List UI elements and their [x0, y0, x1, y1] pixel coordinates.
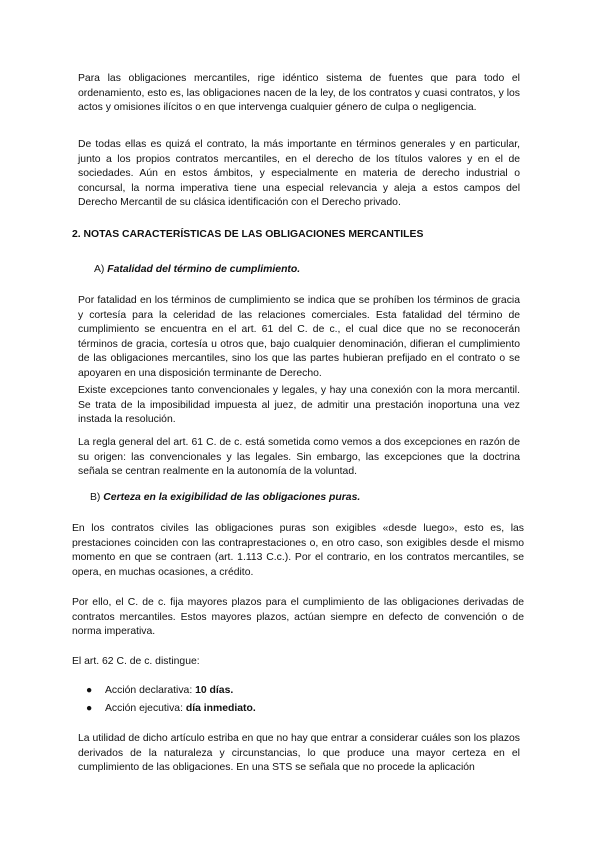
paragraph-regla-general: La regla general del art. 61 C. de c. está sometida como vemos a dos excepciones en razón de su origen: las convencionales y las legales. Sin embargo, las excepciones que la doctrina señala se centran realmente en la autonomía de la voluntad.	[78, 437, 520, 478]
list-item	[86, 682, 256, 700]
bullet-value: día inmediato.	[185, 702, 256, 714]
subsection-a-title: Fatalidad del término de cumplimiento.	[107, 264, 301, 275]
bullet-icon: ●	[86, 702, 93, 714]
subsection-a-label: A)	[94, 264, 105, 275]
paragraph-contratos-civiles: En los contratos civiles las obligaciones puras son exigibles «desde luego», esto es, las prestaciones coinciden con las contraprestaciones o, en otro caso, son exigibles desde el mismo momento en que se contraen (art. 1.113 C.c.). Por el contrario, en los contratos mercantiles, se opera, en muchas ocasiones, a crédito.	[72, 523, 524, 578]
paragraph-fatalidad: Por fatalidad en los términos de cumplimiento se indica que se prohíben los términos de gracia y cortesía para la celeridad de las relaciones comerciales. Esta fatalidad del término de cumplimiento se encuentra en el art. 61 del C. de c., el cual dice que no se reconocerán términos de gracia, cortesía u otros que, bajo cualquier denominación, difieran el cumplimiento de las obligaciones mercantiles, sino los que las partes hubieran prefijado en el contrato o se apoyaren en una disposición terminante de Derecho.	[78, 295, 520, 379]
bullet-label: Acción ejecutiva:	[105, 702, 183, 714]
bullet-label: Acción declarativa:	[105, 685, 193, 696]
subsection-b-heading	[90, 492, 360, 503]
bullet-icon: ●	[86, 685, 93, 696]
paragraph-art-62: El art. 62 C. de c. distingue:	[72, 656, 200, 667]
paragraph-contract: De todas ellas es quizá el contrato, la más importante en términos generales y en particular, junto a los propios contratos mercantiles, en el derecho de los títulos valores y en el de sociedades. Aún en estos ámbitos, y especialmente en materia de derecho industrial o concursal, la norma imperativa tiene una especial relevancia y aleja a estos campos del Derecho Mercantil de su clásica identificación con el Derecho privado.	[78, 139, 520, 209]
subsection-b-title: Certeza en la exigibilidad de las obligaciones puras.	[103, 492, 361, 503]
list-item	[86, 700, 256, 718]
paragraph-mayores-plazos: Por ello, el C. de c. fija mayores plazos para el cumplimiento de las obligaciones derivadas de contratos mercantiles. Estos mayores plazos, actúan siempre en defecto de convención o de norma imperativa.	[72, 597, 524, 638]
paragraph-sources: Para las obligaciones mercantiles, rige idéntico sistema de fuentes que para todo el ordenamiento, esto es, las obligaciones nacen de la ley, de los contratos y cuasi contratos, y los actos y omisiones ilícitos o en que intervenga cualquier género de culpa o negligencia.	[78, 73, 520, 114]
paragraph-excepciones: Existe excepciones tanto convencionales y legales, y hay una conexión con la mora mercantil. Se trata de la imposibilidad impuesta al juez, de admitir una prestación inoportuna una vez instada la resolución.	[78, 385, 520, 426]
acciones-list	[86, 682, 256, 717]
subsection-b-label: B)	[90, 492, 101, 503]
bullet-value: 10 días.	[195, 685, 234, 696]
section-heading: 2. NOTAS CARACTERÍSTICAS DE LAS OBLIGACIONES MERCANTILES	[72, 229, 424, 240]
paragraph-utilidad: La utilidad de dicho artículo estriba en que no hay que entrar a considerar cuáles son los plazos derivados de la naturaleza y circunstancias, lo que produce una mayor certeza en el cumplimiento de las obligaciones. En una STS se señala que no procede la aplicación	[78, 733, 520, 774]
subsection-a-heading	[94, 264, 300, 275]
